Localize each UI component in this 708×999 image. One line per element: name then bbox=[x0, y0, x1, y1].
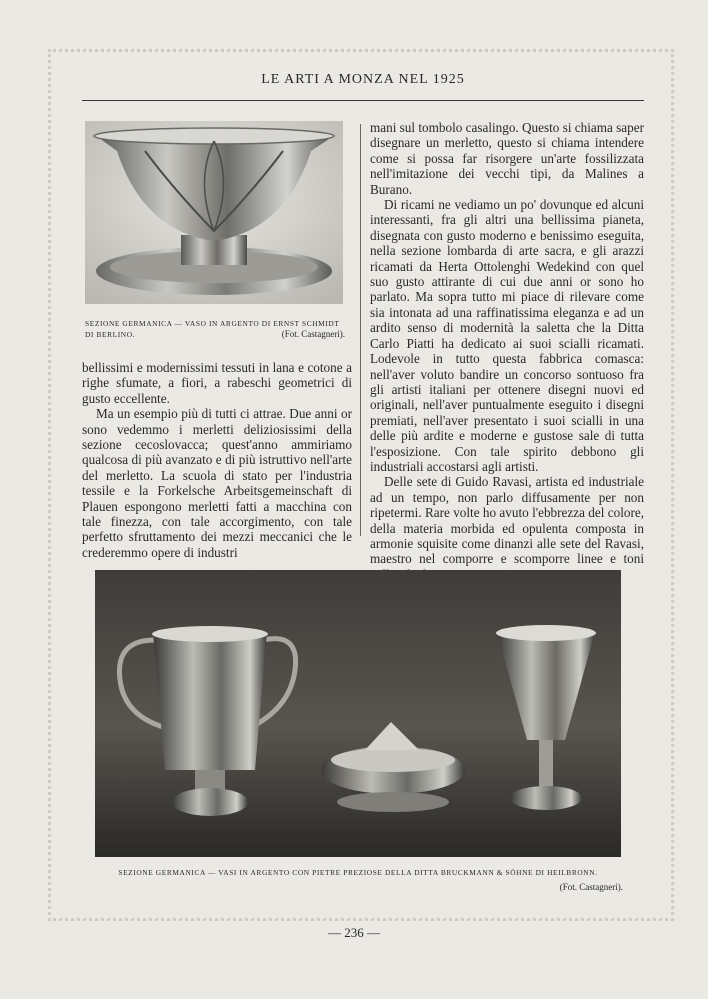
running-header: LE ARTI A MONZA NEL 1925 bbox=[261, 72, 465, 87]
page-number: — 236 — bbox=[328, 925, 380, 940]
bottom-photo bbox=[95, 570, 621, 857]
left-column-lower bbox=[82, 360, 352, 560]
left-paragraph-1: bellissimi e modernissimi tessuti in lana e cotone a righe sfumate, a fiori, a rabeschi geometrici di gusto eccellente. bbox=[82, 360, 352, 406]
right-paragraph-1: mani sul tombolo casalingo. Questo si chiama saper disegnare un merletto, questo si chiama intendere come si possa far risorgere un'arte fossilizzata nell'imitazione dei vecchi tipi, da Malines a Burano. bbox=[370, 120, 644, 197]
top-caption-credit: (Fot. Castagneri). bbox=[281, 329, 345, 339]
top-photo-caption bbox=[85, 318, 345, 340]
left-paragraph-2: Ma un esempio più di tutti ci attrae. Due anni or sono vedemmo i merletti deliziosissimi della sezione cecoslovacca; quest'anno ammiriamo qualcosa di più avanzato e di più istruttivo nell'arte del merletto. La scuola di stato per l'industria tessile e la Forkelsche Arbeitsgemeinschaft di Plauen espongono merletti fatti a macchina con tale finezza, con tale accorgimento, con tale perfetto sfruttamento dei mezzi meccanici che le crederemmo opere di industri bbox=[82, 406, 352, 560]
header-rule bbox=[82, 100, 644, 101]
top-photo bbox=[85, 121, 343, 304]
right-column bbox=[370, 120, 644, 582]
top-caption-text: SEZIONE GERMANICA — VASO IN ARGENTO DI ERNST SCHMIDT DI BERLINO. bbox=[85, 319, 340, 339]
right-paragraph-3: Delle sete di Guido Ravasi, artista ed industriale ad un tempo, non parlo diffusamente per non ripetermi. Rare volte ho avuto l'ebbrezza del colore, della materia morbida ed opulenta composta in armonie squisite come dinanzi alle sete del Ravasi, maestro nel comporre e scomporre linee e toni bbox=[370, 474, 644, 567]
column-rule bbox=[360, 124, 361, 536]
bottom-caption-credit: (Fot. Castagneri). bbox=[559, 882, 623, 892]
right-paragraph-2: Di ricami ne vediamo un po' dovunque ed alcuni interessanti, fra gli altri una bellissima pianeta, disegnata con gusto moderno e benissimo eseguita, nella sezione lombarda di arte sacra, e gli arazzi ricamati da Herta Ottolenghi Wedekind con quel suo gusto attirante di cui due anni or sono ho parlato. Ma sopra tutto mi piace di rilevare come sia intonata ad una raffinatissima eleganza e ad un ardito senso di modernità la saletta che la Ditta Carlo Piatti ha dedicato ai suoi scialli ricamati. Lodevole in tutto questa fabbrica comasca: nell'aver voluto bandire un concorso sontuoso fra gli artisti italiani per ottenere disegni nuovi ed originali, nell'aver puntualmente eseguito i disegni premiati, nell'aver presentato i suoi scialli in una delle più ardite e moderne e gustose sale di tutta l'esposizione. Con tale spirito debbono gli industriali accostarsi agli artisti. bbox=[370, 197, 644, 474]
bottom-photo-caption: SEZIONE GERMANICA — VASI IN ARGENTO CON PIETRE PREZIOSE DELLA DITTA BRUCKMANN & SÖHNE DI HEILBRONN. bbox=[118, 868, 598, 877]
